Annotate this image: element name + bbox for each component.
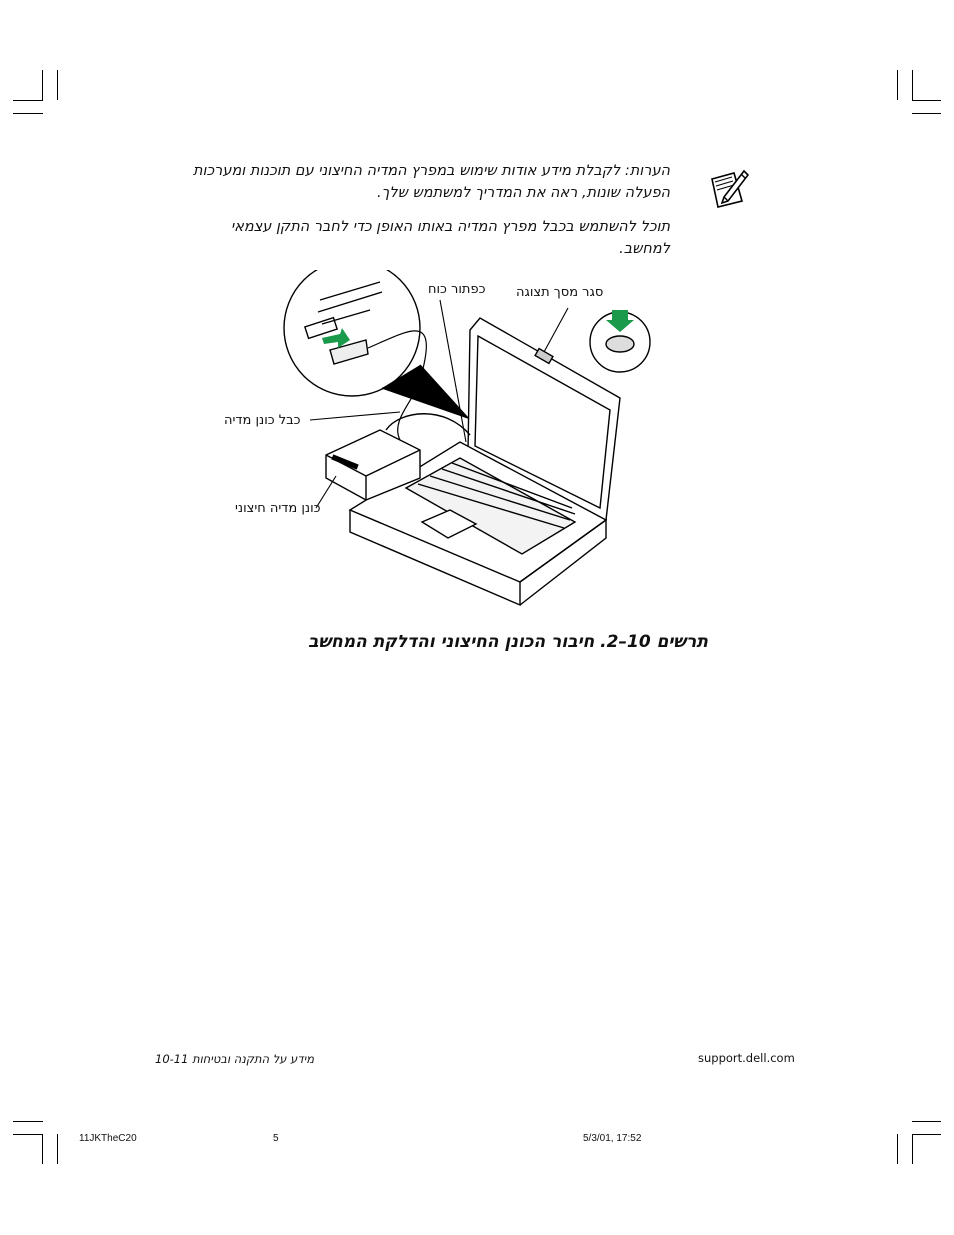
- label-media-cable: כבל כונן מדיה: [224, 413, 301, 428]
- crop-mark: [912, 100, 941, 101]
- crop-mark: [57, 70, 58, 100]
- slug-file: 11JKTheC20: [79, 1133, 137, 1144]
- label-display-latch: סגר מסך תצוגה: [516, 285, 604, 300]
- label-external-drive: כונן מדיה חיצוני: [235, 501, 321, 516]
- crop-mark: [912, 1121, 941, 1122]
- laptop-illustration: [270, 270, 690, 610]
- footer-left: support.dell.com: [698, 1051, 795, 1065]
- crop-mark: [897, 70, 898, 100]
- crop-mark: [912, 1134, 913, 1164]
- crop-mark: [897, 1134, 898, 1164]
- crop-mark: [13, 113, 43, 114]
- crop-mark: [42, 70, 43, 100]
- crop-mark: [13, 1134, 43, 1135]
- zoom-circle-connector: [284, 270, 420, 396]
- note-pencil-icon: [706, 167, 752, 211]
- slug-date: 5/3/01, 17:52: [583, 1133, 642, 1144]
- note-block: [180, 160, 670, 260]
- crop-mark: [912, 70, 913, 100]
- note-text: הערות: לקבלת מידע אודות שימוש במפרץ המדיה החיצוני עם תוכנות ומערכות הפעלה שונות, ראה את המדריך למשתמש שלך.: [193, 163, 670, 201]
- slug-page: 5: [273, 1133, 279, 1144]
- crop-mark: [57, 1134, 58, 1164]
- crop-mark: [912, 113, 941, 114]
- crop-mark: [13, 1121, 43, 1122]
- crop-mark: [912, 1134, 941, 1135]
- label-power-button: כפתור כוח: [428, 282, 486, 297]
- crop-mark: [13, 100, 43, 101]
- crop-mark: [42, 1134, 43, 1164]
- footer-right: מידע על התקנה ובטיחות 10-11: [155, 1052, 315, 1066]
- note-text-2: תוכל להשתמש בכבל מפרץ המדיה באותו האופן כדי לחבר התקן עצמאי למחשב.: [230, 219, 670, 257]
- figure-caption: תרשים 10–2. חיבור הכונן החיצוני והדלקת המחשב: [308, 632, 708, 652]
